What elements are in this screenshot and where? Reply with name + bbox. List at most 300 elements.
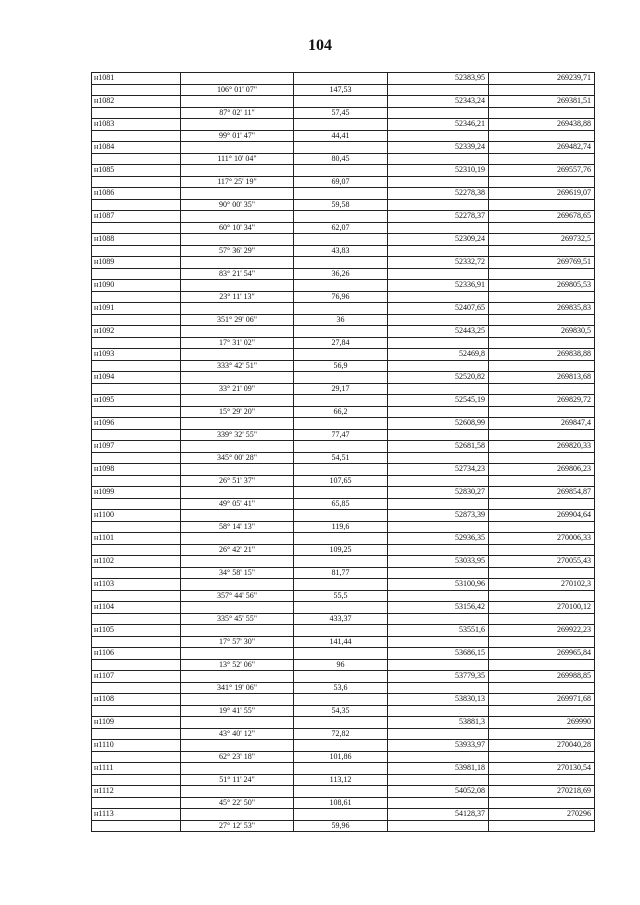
name-cell-empty <box>92 751 181 763</box>
angle-cell-empty <box>181 119 294 131</box>
coord-y: 269965,84 <box>489 648 595 660</box>
segment-row <box>92 130 595 142</box>
name-cell-empty <box>92 475 181 487</box>
x-cell-empty <box>388 360 489 372</box>
segment-length: 36,26 <box>294 268 388 280</box>
coord-y: 269854,87 <box>489 487 595 499</box>
point-row <box>92 694 595 706</box>
name-cell-empty <box>92 245 181 257</box>
direction-angle: 117° 25' 19" <box>181 176 294 188</box>
coord-x: 53881,3 <box>388 717 489 729</box>
coord-x: 52734,23 <box>388 464 489 476</box>
y-cell-empty <box>489 613 595 625</box>
segment-row <box>92 337 595 349</box>
direction-angle: 27° 12' 53" <box>181 820 294 832</box>
point-name: н1093 <box>92 349 181 361</box>
name-cell-empty <box>92 176 181 188</box>
length-cell-empty <box>294 648 388 660</box>
name-cell-empty <box>92 107 181 119</box>
length-cell-empty <box>294 671 388 683</box>
direction-angle: 58° 14' 13" <box>181 521 294 533</box>
segment-row <box>92 797 595 809</box>
segment-length: 59,58 <box>294 199 388 211</box>
point-row <box>92 763 595 775</box>
segment-row <box>92 613 595 625</box>
segment-length: 69,07 <box>294 176 388 188</box>
coord-x: 52343,24 <box>388 96 489 108</box>
length-cell-empty <box>294 211 388 223</box>
angle-cell-empty <box>181 211 294 223</box>
point-name: н1109 <box>92 717 181 729</box>
angle-cell-empty <box>181 188 294 200</box>
y-cell-empty <box>489 429 595 441</box>
coord-x: 52278,38 <box>388 188 489 200</box>
point-name: н1099 <box>92 487 181 499</box>
coord-y: 269904,64 <box>489 510 595 522</box>
y-cell-empty <box>489 498 595 510</box>
coord-y: 269769,51 <box>489 257 595 269</box>
point-name: н1113 <box>92 809 181 821</box>
direction-angle: 60° 10' 34" <box>181 222 294 234</box>
segment-row <box>92 751 595 763</box>
direction-angle: 23° 11' 13" <box>181 291 294 303</box>
name-cell-empty <box>92 268 181 280</box>
coord-y: 269820,33 <box>489 441 595 453</box>
coord-y: 270130,54 <box>489 763 595 775</box>
coord-x: 52346,21 <box>388 119 489 131</box>
segment-length: 119,6 <box>294 521 388 533</box>
name-cell-empty <box>92 705 181 717</box>
x-cell-empty <box>388 544 489 556</box>
segment-length: 81,77 <box>294 567 388 579</box>
direction-angle: 99° 01' 47" <box>181 130 294 142</box>
x-cell-empty <box>388 383 489 395</box>
coord-x: 52339,24 <box>388 142 489 154</box>
x-cell-empty <box>388 268 489 280</box>
coord-x: 54052,08 <box>388 786 489 798</box>
segment-row <box>92 245 595 257</box>
coord-y: 269239,71 <box>489 73 595 85</box>
y-cell-empty <box>489 705 595 717</box>
coord-x: 52383,95 <box>388 73 489 85</box>
name-cell-empty <box>92 590 181 602</box>
angle-cell-empty <box>181 671 294 683</box>
x-cell-empty <box>388 337 489 349</box>
segment-length: 55,5 <box>294 590 388 602</box>
coord-x: 52545,19 <box>388 395 489 407</box>
point-row <box>92 326 595 338</box>
page-number: 104 <box>308 37 332 54</box>
point-name: н1082 <box>92 96 181 108</box>
x-cell-empty <box>388 475 489 487</box>
x-cell-empty <box>388 406 489 418</box>
length-cell-empty <box>294 441 388 453</box>
point-row <box>92 418 595 430</box>
point-name: н1097 <box>92 441 181 453</box>
point-row <box>92 372 595 384</box>
direction-angle: 345° 00' 28" <box>181 452 294 464</box>
coord-y: 269835,83 <box>489 303 595 315</box>
point-name: н1111 <box>92 763 181 775</box>
x-cell-empty <box>388 567 489 579</box>
y-cell-empty <box>489 567 595 579</box>
direction-angle: 34° 58' 15" <box>181 567 294 579</box>
name-cell-empty <box>92 636 181 648</box>
y-cell-empty <box>489 682 595 694</box>
direction-angle: 19° 41' 55" <box>181 705 294 717</box>
angle-cell-empty <box>181 234 294 246</box>
direction-angle: 90° 00' 35" <box>181 199 294 211</box>
angle-cell-empty <box>181 648 294 660</box>
x-cell-empty <box>388 130 489 142</box>
angle-cell-empty <box>181 717 294 729</box>
y-cell-empty <box>489 475 595 487</box>
point-row <box>92 441 595 453</box>
length-cell-empty <box>294 96 388 108</box>
length-cell-empty <box>294 257 388 269</box>
length-cell-empty <box>294 717 388 729</box>
segment-length: 59,96 <box>294 820 388 832</box>
point-row <box>92 349 595 361</box>
direction-angle: 62° 23' 18" <box>181 751 294 763</box>
point-row <box>92 786 595 798</box>
angle-cell-empty <box>181 441 294 453</box>
coord-y: 269971,68 <box>489 694 595 706</box>
name-cell-empty <box>92 429 181 441</box>
point-name: н1102 <box>92 556 181 568</box>
y-cell-empty <box>489 544 595 556</box>
segment-row <box>92 498 595 510</box>
y-cell-empty <box>489 820 595 832</box>
length-cell-empty <box>294 809 388 821</box>
name-cell-empty <box>92 383 181 395</box>
point-row <box>92 671 595 683</box>
length-cell-empty <box>294 602 388 614</box>
segment-length: 57,45 <box>294 107 388 119</box>
angle-cell-empty <box>181 694 294 706</box>
segment-row <box>92 268 595 280</box>
segment-length: 43,83 <box>294 245 388 257</box>
segment-row <box>92 820 595 832</box>
angle-cell-empty <box>181 418 294 430</box>
y-cell-empty <box>489 521 595 533</box>
coord-y: 270296 <box>489 809 595 821</box>
y-cell-empty <box>489 659 595 671</box>
y-cell-empty <box>489 107 595 119</box>
length-cell-empty <box>294 326 388 338</box>
angle-cell-empty <box>181 372 294 384</box>
angle-cell-empty <box>181 395 294 407</box>
length-cell-empty <box>294 464 388 476</box>
point-name: н1094 <box>92 372 181 384</box>
coord-y: 269732,5 <box>489 234 595 246</box>
length-cell-empty <box>294 303 388 315</box>
point-row <box>92 234 595 246</box>
coord-y: 269805,53 <box>489 280 595 292</box>
segment-length: 54,51 <box>294 452 388 464</box>
segment-length: 101,86 <box>294 751 388 763</box>
y-cell-empty <box>489 636 595 648</box>
name-cell-empty <box>92 774 181 786</box>
name-cell-empty <box>92 360 181 372</box>
point-row <box>92 142 595 154</box>
x-cell-empty <box>388 636 489 648</box>
point-name: н1101 <box>92 533 181 545</box>
point-name: н1090 <box>92 280 181 292</box>
point-row <box>92 211 595 223</box>
name-cell-empty <box>92 153 181 165</box>
coordinate-table <box>91 72 595 832</box>
direction-angle: 106° 01' 07" <box>181 84 294 96</box>
segment-length: 29,17 <box>294 383 388 395</box>
name-cell-empty <box>92 498 181 510</box>
y-cell-empty <box>489 337 595 349</box>
direction-angle: 26° 51' 37" <box>181 475 294 487</box>
x-cell-empty <box>388 613 489 625</box>
segment-length: 44,41 <box>294 130 388 142</box>
coord-x: 52443,25 <box>388 326 489 338</box>
coord-y: 269619,07 <box>489 188 595 200</box>
direction-angle: 339° 32' 55" <box>181 429 294 441</box>
coord-x: 52520,82 <box>388 372 489 384</box>
coord-x: 52681,58 <box>388 441 489 453</box>
y-cell-empty <box>489 452 595 464</box>
y-cell-empty <box>489 222 595 234</box>
length-cell-empty <box>294 73 388 85</box>
x-cell-empty <box>388 222 489 234</box>
x-cell-empty <box>388 797 489 809</box>
segment-row <box>92 567 595 579</box>
point-name: н1083 <box>92 119 181 131</box>
segment-length: 80,45 <box>294 153 388 165</box>
segment-length: 96 <box>294 659 388 671</box>
segment-row <box>92 728 595 740</box>
point-row <box>92 740 595 752</box>
x-cell-empty <box>388 498 489 510</box>
point-row <box>92 96 595 108</box>
segment-row <box>92 636 595 648</box>
point-name: н1110 <box>92 740 181 752</box>
name-cell-empty <box>92 130 181 142</box>
direction-angle: 333° 42' 51" <box>181 360 294 372</box>
angle-cell-empty <box>181 464 294 476</box>
coord-x: 53933,97 <box>388 740 489 752</box>
coordinate-table-body <box>92 73 595 832</box>
direction-angle: 57° 36' 29" <box>181 245 294 257</box>
angle-cell-empty <box>181 487 294 499</box>
angle-cell-empty <box>181 257 294 269</box>
name-cell-empty <box>92 291 181 303</box>
direction-angle: 87° 02' 11" <box>181 107 294 119</box>
coord-y: 269830,5 <box>489 326 595 338</box>
x-cell-empty <box>388 291 489 303</box>
angle-cell-empty <box>181 165 294 177</box>
segment-row <box>92 360 595 372</box>
length-cell-empty <box>294 418 388 430</box>
x-cell-empty <box>388 429 489 441</box>
y-cell-empty <box>489 360 595 372</box>
direction-angle: 51° 11' 24" <box>181 774 294 786</box>
coord-y: 269438,88 <box>489 119 595 131</box>
direction-angle: 335° 45' 55" <box>181 613 294 625</box>
point-row <box>92 119 595 131</box>
segment-length: 66,2 <box>294 406 388 418</box>
y-cell-empty <box>489 406 595 418</box>
coord-y: 270100,12 <box>489 602 595 614</box>
length-cell-empty <box>294 487 388 499</box>
segment-row <box>92 84 595 96</box>
point-row <box>92 556 595 568</box>
y-cell-empty <box>489 176 595 188</box>
angle-cell-empty <box>181 556 294 568</box>
angle-cell-empty <box>181 73 294 85</box>
coord-y: 269922,23 <box>489 625 595 637</box>
segment-length: 109,25 <box>294 544 388 556</box>
y-cell-empty <box>489 751 595 763</box>
segment-length: 27,84 <box>294 337 388 349</box>
segment-length: 77,47 <box>294 429 388 441</box>
point-row <box>92 487 595 499</box>
x-cell-empty <box>388 314 489 326</box>
point-name: н1088 <box>92 234 181 246</box>
direction-angle: 17° 31' 02" <box>181 337 294 349</box>
angle-cell-empty <box>181 349 294 361</box>
name-cell-empty <box>92 406 181 418</box>
point-name: н1098 <box>92 464 181 476</box>
length-cell-empty <box>294 625 388 637</box>
segment-length: 72,82 <box>294 728 388 740</box>
coord-x: 53033,95 <box>388 556 489 568</box>
segment-length: 108,61 <box>294 797 388 809</box>
length-cell-empty <box>294 579 388 591</box>
angle-cell-empty <box>181 326 294 338</box>
angle-cell-empty <box>181 142 294 154</box>
coord-y: 269381,51 <box>489 96 595 108</box>
point-row <box>92 717 595 729</box>
point-row <box>92 510 595 522</box>
segment-length: 107,65 <box>294 475 388 487</box>
angle-cell-empty <box>181 303 294 315</box>
coord-x: 52873,39 <box>388 510 489 522</box>
angle-cell-empty <box>181 602 294 614</box>
coord-x: 53100,96 <box>388 579 489 591</box>
x-cell-empty <box>388 728 489 740</box>
direction-angle: 13° 52' 06" <box>181 659 294 671</box>
segment-row <box>92 406 595 418</box>
point-row <box>92 303 595 315</box>
x-cell-empty <box>388 751 489 763</box>
y-cell-empty <box>489 383 595 395</box>
point-name: н1108 <box>92 694 181 706</box>
length-cell-empty <box>294 349 388 361</box>
length-cell-empty <box>294 786 388 798</box>
direction-angle: 351° 29' 06" <box>181 314 294 326</box>
length-cell-empty <box>294 119 388 131</box>
coord-y: 269990 <box>489 717 595 729</box>
segment-length: 147,53 <box>294 84 388 96</box>
x-cell-empty <box>388 199 489 211</box>
point-row <box>92 395 595 407</box>
name-cell-empty <box>92 199 181 211</box>
name-cell-empty <box>92 820 181 832</box>
segment-length: 65,85 <box>294 498 388 510</box>
point-row <box>92 809 595 821</box>
angle-cell-empty <box>181 809 294 821</box>
segment-length: 141,44 <box>294 636 388 648</box>
point-name: н1103 <box>92 579 181 591</box>
segment-length: 56,9 <box>294 360 388 372</box>
coord-x: 52407,65 <box>388 303 489 315</box>
segment-length: 76,96 <box>294 291 388 303</box>
y-cell-empty <box>489 84 595 96</box>
point-row <box>92 579 595 591</box>
coord-y: 270055,43 <box>489 556 595 568</box>
point-row <box>92 648 595 660</box>
direction-angle: 43° 40' 12" <box>181 728 294 740</box>
length-cell-empty <box>294 556 388 568</box>
angle-cell-empty <box>181 579 294 591</box>
name-cell-empty <box>92 544 181 556</box>
segment-length: 433,37 <box>294 613 388 625</box>
coord-y: 269988,85 <box>489 671 595 683</box>
point-name: н1105 <box>92 625 181 637</box>
x-cell-empty <box>388 84 489 96</box>
length-cell-empty <box>294 740 388 752</box>
x-cell-empty <box>388 820 489 832</box>
segment-row <box>92 452 595 464</box>
y-cell-empty <box>489 153 595 165</box>
direction-angle: 83° 21' 54" <box>181 268 294 280</box>
x-cell-empty <box>388 774 489 786</box>
coord-y: 269806,23 <box>489 464 595 476</box>
point-name: н1112 <box>92 786 181 798</box>
coord-x: 53779,35 <box>388 671 489 683</box>
name-cell-empty <box>92 452 181 464</box>
direction-angle: 341° 19' 06" <box>181 682 294 694</box>
coord-y: 269482,74 <box>489 142 595 154</box>
point-name: н1104 <box>92 602 181 614</box>
x-cell-empty <box>388 590 489 602</box>
length-cell-empty <box>294 234 388 246</box>
segment-row <box>92 222 595 234</box>
point-name: н1084 <box>92 142 181 154</box>
y-cell-empty <box>489 268 595 280</box>
length-cell-empty <box>294 142 388 154</box>
segment-row <box>92 682 595 694</box>
direction-angle: 357° 44' 56" <box>181 590 294 602</box>
direction-angle: 49° 05' 41" <box>181 498 294 510</box>
coord-x: 52278,37 <box>388 211 489 223</box>
segment-length: 53,6 <box>294 682 388 694</box>
angle-cell-empty <box>181 96 294 108</box>
x-cell-empty <box>388 153 489 165</box>
point-row <box>92 73 595 85</box>
segment-row <box>92 176 595 188</box>
coord-x: 53156,42 <box>388 602 489 614</box>
direction-angle: 17° 57' 30" <box>181 636 294 648</box>
coord-y: 269813,68 <box>489 372 595 384</box>
angle-cell-empty <box>181 740 294 752</box>
coord-x: 52336,91 <box>388 280 489 292</box>
x-cell-empty <box>388 245 489 257</box>
coord-x: 52309,24 <box>388 234 489 246</box>
name-cell-empty <box>92 521 181 533</box>
coord-y: 269678,65 <box>489 211 595 223</box>
coord-y: 269557,76 <box>489 165 595 177</box>
segment-row <box>92 153 595 165</box>
y-cell-empty <box>489 774 595 786</box>
direction-angle: 15° 29' 20" <box>181 406 294 418</box>
